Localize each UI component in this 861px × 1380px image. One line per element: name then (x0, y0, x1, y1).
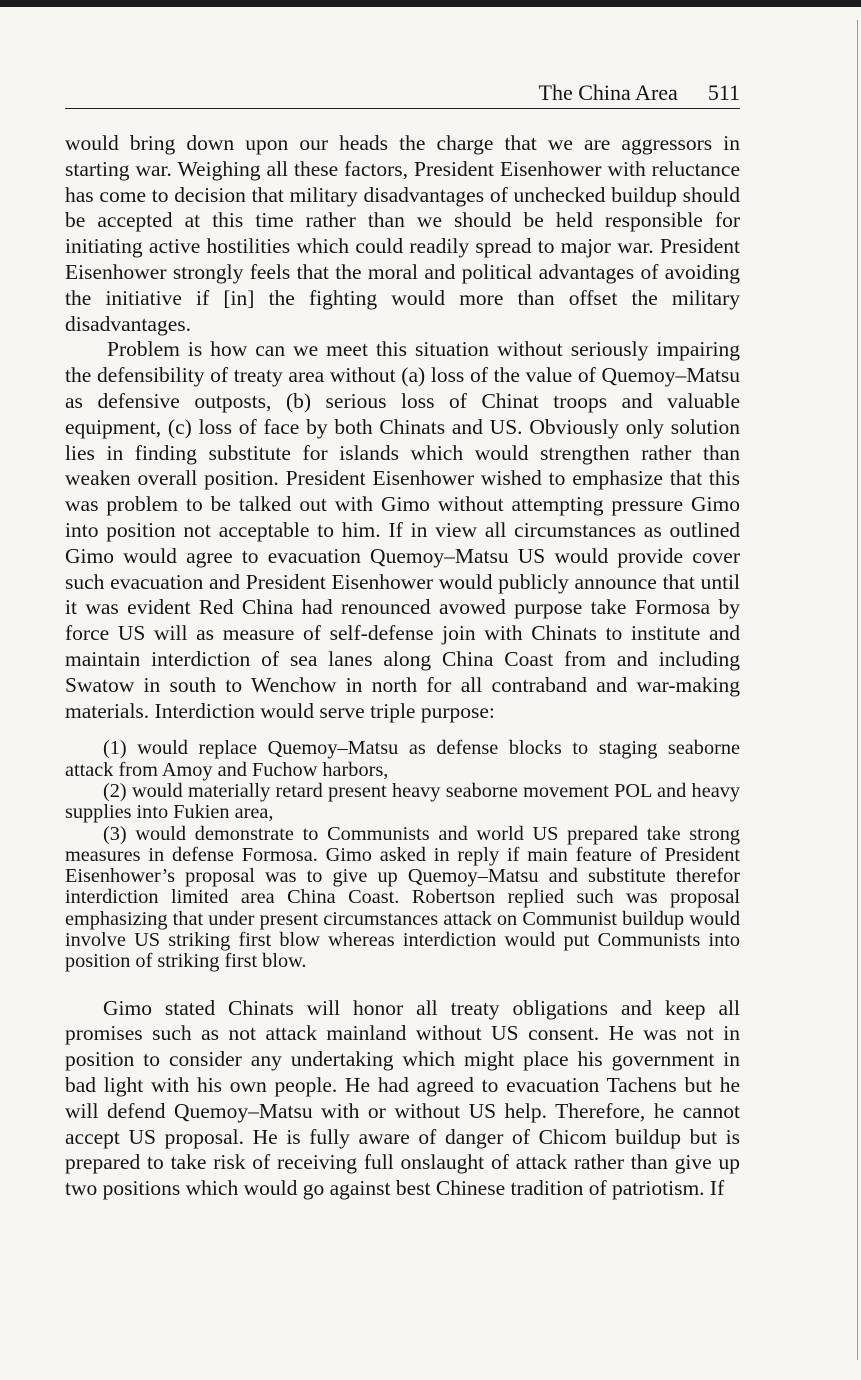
list-item: (1) would replace Quemoy–Matsu as defense blocks to staging seaborne attack from Amoy and Fuchow harbors, (65, 737, 740, 781)
running-head (65, 80, 740, 109)
paragraph-gimo-reply: Gimo stated Chinats will honor all treaty obligations and keep all promises such as not attack mainland without US consent. He was not in position to consider any undertaking which might place his government in bad light with his own people. He had agreed to evacuation Tachens but he will defend Quemoy–Matsu with or without US help. Therefore, he cannot accept US proposal. He is fully aware of danger of Chicom buildup but is prepared to take risk of receiving full onslaught of attack rather than give up two positions which would go against best Chinese tradition of patriotism. If (65, 995, 740, 1201)
page-top-edge (0, 0, 861, 7)
list-item: (3) would demonstrate to Communists and world US prepared take strong measures in defense Formosa. Gimo asked in reply if main feature of President Eisenhower’s proposal was to give up Quemoy–Matsu and substitute therefor interdiction limited area China Coast. Robertson replied such was proposal emphasizing that under present circumstances attack on Communist buildup would involve US striking first blow whereas interdiction would put Communists into position of striking first blow. (65, 822, 740, 973)
page-right-edge (857, 20, 858, 1360)
paragraph-continued: would bring down upon our heads the charge that we are aggressors in starting war. Weighing all these factors, President Eisenhower with reluctance has come to decision that military disadvantages of unchecked buildup should be accepted at this time rather than we should be held responsible for initiating active hostilities which could readily spread to major war. President Eisenhower strongly feels that the moral and political advantages of avoiding the initiative if [in] the fighting would more than offset the military disadvantages. (65, 131, 740, 336)
section-title: The China Area (538, 80, 678, 105)
purpose-list (65, 738, 740, 972)
body-text (65, 131, 740, 1202)
paragraph-problem: Problem is how can we meet this situation without seriously impairing the defensibility of treaty area without (a) loss of the value of Quemoy–Matsu as defensive outposts, (b) serious loss of Chinat troops and valuable equipment, (c) loss of face by both Chinats and US. Obviously only solution lies in finding substitute for islands which would strengthen rather than weaken overall position. President Eisenhower wished to emphasize that this was problem to be talked out with Gimo without attempting pressure Gimo into position not acceptable to him. If in view all circumstances as outlined Gimo would agree to evacuation Quemoy–Matsu US would provide cover such evacuation and President Eisenhower would publicly announce that until it was evident Red China had renounced avowed purpose take Formosa by force US will as measure of self-defense join with Chinats to institute and maintain interdiction of sea lanes along China Coast from and including Swatow in south to Wenchow in north for all contraband and war-making materials. Interdiction would serve triple purpose: (65, 337, 740, 723)
list-item: (2) would materially retard present heavy seaborne movement POL and heavy supplies into Fukien area, (65, 779, 740, 824)
book-page (65, 80, 740, 1202)
page-number: 511 (707, 80, 740, 105)
